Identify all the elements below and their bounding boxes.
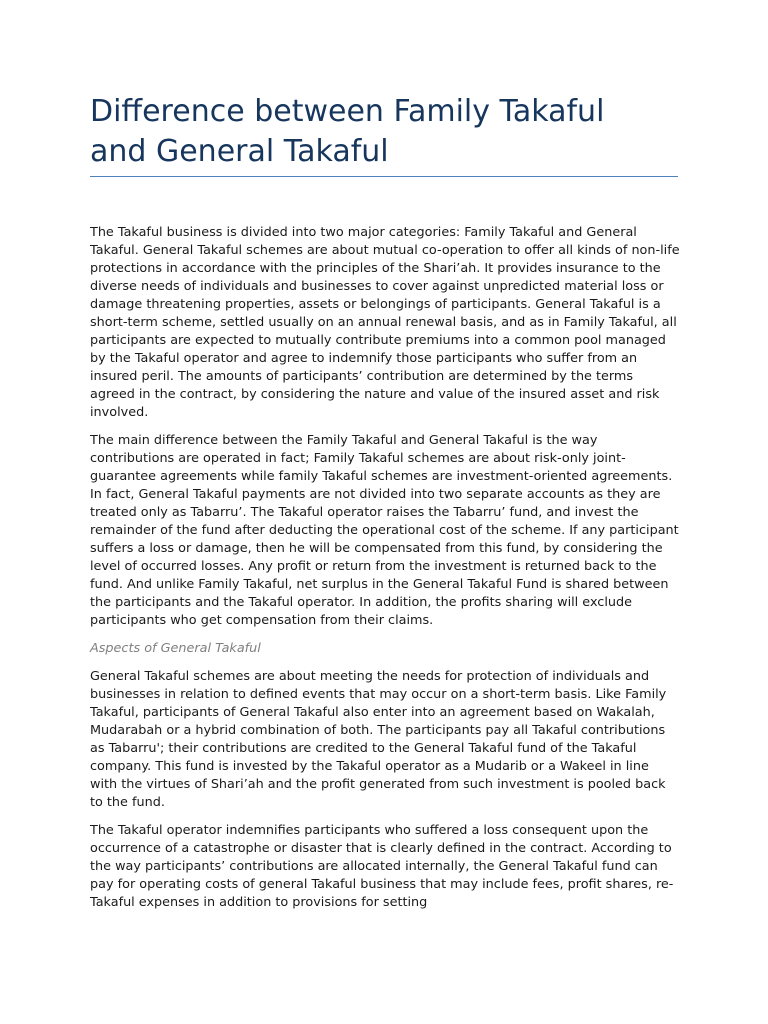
title-line-2: and General Takaful: [90, 134, 389, 169]
page-title: [90, 92, 690, 172]
paragraph-intro: The Takaful business is divided into two major categories: Family Takaful and General Takaful. General Takaful schemes are about mutual co-operation to offer all kinds of non-life protections in accordance with the principles of the Shari’ah. It provides insurance to the diverse needs of individuals and businesses to cover against unpredicted material loss or damage threatening properties, assets or belongings of participants. General Takaful is a short-term scheme, settled usually on an annual renewal basis, and as in Family Takaful, all participants are expected to mutually contribute premiums into a common pool managed by the Takaful operator and agree to indemnify those participants who suffer from an insured peril. The amounts of participants’ contribution are determined by the terms agreed in the contract, by considering the nature and value of the insured asset and risk involved.: [90, 225, 680, 420]
section-subheading: Aspects of General Takaful: [90, 641, 261, 656]
paragraph-operator-indemnifies: The Takaful operator indemnifies participants who suffered a loss consequent upon the occurrence of a catastrophe or disaster that is clearly defined in the contract. According to the way participants’ contributions are allocated internally, the General Takaful fund can pay for operating costs of general Takaful business that may include fees, profit shares, re-Takaful expenses in addition to provisions for setting: [90, 823, 674, 910]
paragraph-main-difference: The main difference between the Family Takaful and General Takaful is the way contributions are operated in fact; Family Takaful schemes are about risk-only joint-guarantee agreements while family Takaful schemes are investment-oriented agreements. In fact, General Takaful payments are not divided into two separate accounts as they are treated only as Tabarru’. The Takaful operator raises the Tabarru’ fund, and invest the remainder of the fund after deducting the operational cost of the scheme. If any participant suffers a loss or damage, then he will be compensated from this fund, by considering the level of occurred losses. Any profit or return from the investment is returned back to the fund. And unlike Family Takaful, net surplus in the General Takaful Fund is shared between the participants and the Takaful operator. In addition, the profits sharing will exclude participants who get compensation from their claims.: [90, 433, 679, 628]
title-divider: [90, 176, 678, 177]
title-line-1: Difference between Family Takaful: [90, 94, 605, 129]
paragraph-general-takaful-schemes: General Takaful schemes are about meeting the needs for protection of individuals and businesses in relation to defined events that may occur on a short-term basis. Like Family Takaful, participants of General Takaful also enter into an agreement based on Wakalah, Mudarabah or a hybrid combination of both. The participants pay all Takaful contributions as Tabarru'; their contributions are credited to the General Takaful fund of the Takaful company. This fund is invested by the Takaful operator as a Mudarib or a Wakeel in line with the virtues of Shari’ah and the profit generated from such investment is pooled back to the fund.: [90, 669, 667, 810]
document-body: [90, 224, 680, 922]
